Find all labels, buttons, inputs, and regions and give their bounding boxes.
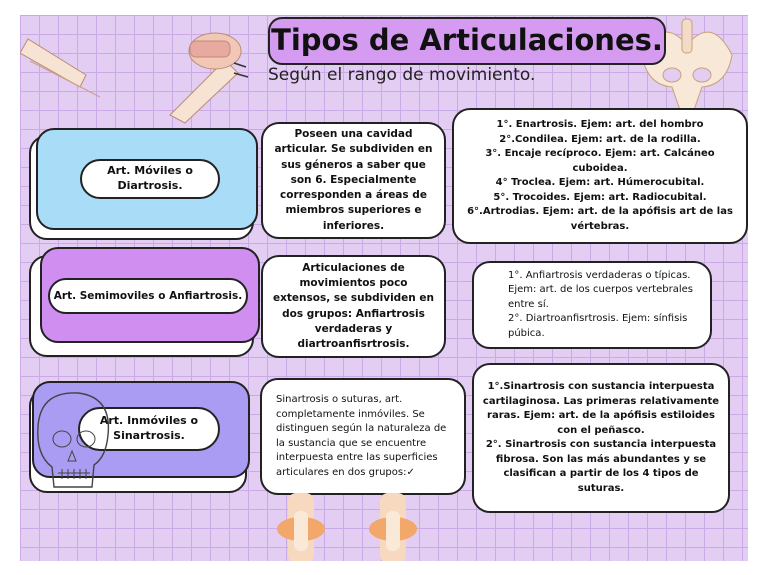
row3-category-label: Art. Inmóviles o Sinartrosis. xyxy=(78,407,220,451)
row2-description-card: Articulaciones de movimientos poco extensos, se subdividen en dos grupos: Anfiartrosis verdaderas y diartroanfisrtrosis. xyxy=(261,255,446,358)
knee-joint-illustration xyxy=(268,493,448,561)
row2-examples-card: 1°. Anfiartrosis verdaderas o típicas. Ejem: art. de los cuerpos vertebrales entre sí. 2°. Diartroanfisrtrosis. Ejem: sínfisis púbica. xyxy=(472,261,712,349)
title-box xyxy=(268,17,666,65)
row1-examples-card: 1°. Enartrosis. Ejem: art. del hombro 2°.Condilea. Ejem: art. de la rodilla. 3°. Encaje recíproco. Ejem: art. Calcáneo cuboidea. 4° Troclea. Ejem: art. Húmerocubital. 5°. Trocoides. Ejem: art. Radiocubital. 6°.Artrodias. Ejem: art. de la apófisis art de las vértebras. xyxy=(452,108,748,244)
row1-description-card: Poseen una cavidad articular. Se subdividen en sus géneros a saber que son 6. Especialmente corresponden a áreas de miembros superiores e inferiores. xyxy=(261,122,446,239)
row2-category-label: Art. Semimoviles o Anfiartrosis. xyxy=(48,278,248,314)
skull-illustration xyxy=(28,387,118,497)
row3-description-card: Sinartrosis o suturas, art. completamente inmóviles. Se distinguen según la naturaleza de la sustancia que se encuentre interpuesta entre las superficies articulares en dos grupos:✓ xyxy=(260,378,466,495)
row1-category-label: Art. Móviles o Diartrosis. xyxy=(80,159,220,199)
worksheet-board xyxy=(20,15,748,561)
page-subtitle: Según el rango de movimiento. xyxy=(268,65,536,85)
page-title: Tipos de Articulaciones. xyxy=(271,23,663,57)
arm-bone-illustration xyxy=(20,15,260,125)
row3-examples-card: 1°.Sinartrosis con sustancia interpuesta cartilaginosa. Las primeras relativamente raras. Ejem: art. de la apófisis estiloides con el peñasco. 2°. Sinartrosis con sustancia interpuesta fibrosa. Son las más abundantes y se clasifican a partir de los 4 tipos de suturas. xyxy=(472,363,730,513)
